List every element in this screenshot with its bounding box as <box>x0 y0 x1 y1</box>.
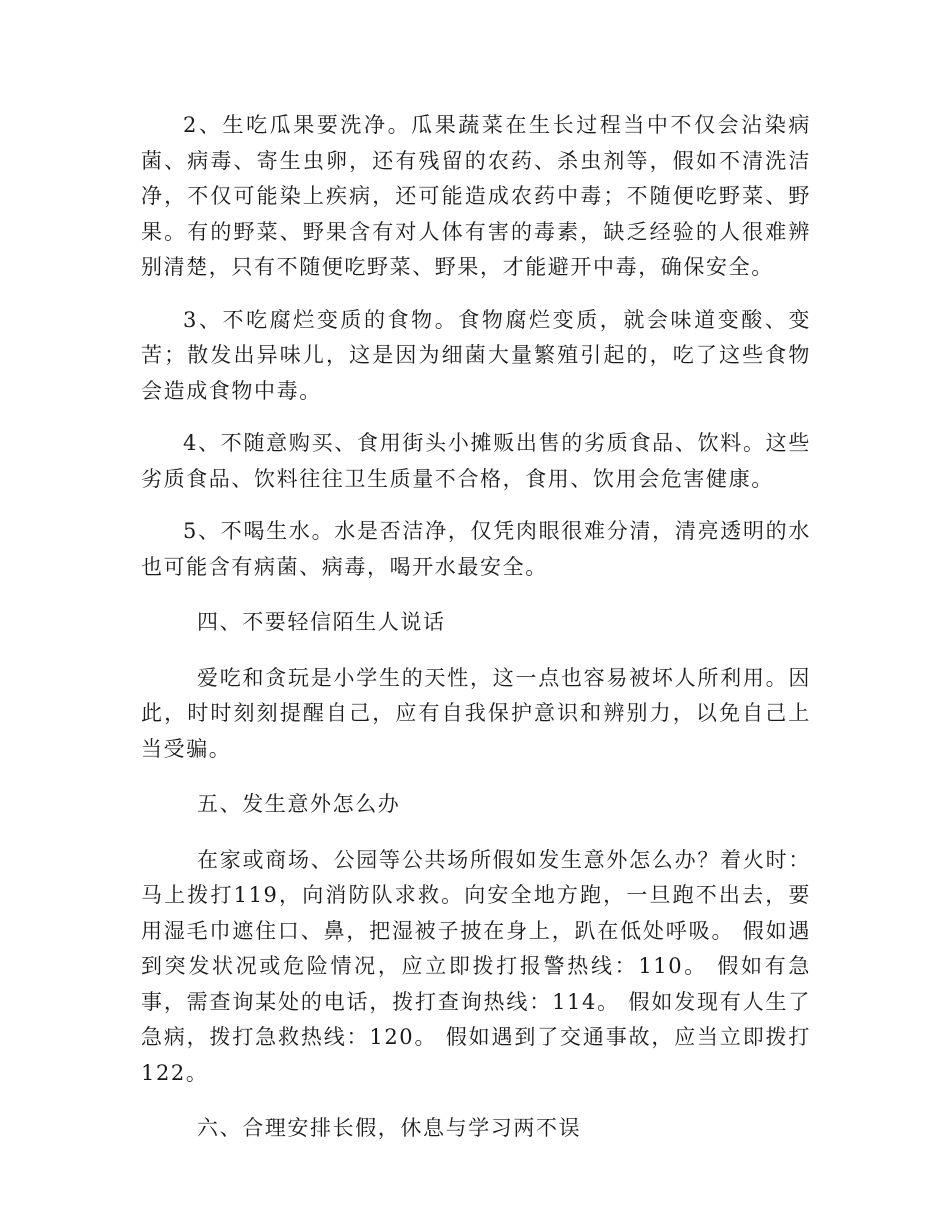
paragraph-street-vendors: 4、不随意购买、食用街头小摊贩出售的劣质食品、饮料。这些劣质食品、饮料往往卫生质量不合格，食用、饮用会危害健康。 <box>141 431 811 491</box>
paragraph-accidents: 在家或商场、公园等公共场所假如发生意外怎么办？着火时：马上拨打119，向消防队求救。向安全地方跑，一旦跑不出去，要用湿毛巾遮住口、鼻，把湿被子披在身上，趴在低处呼吸。 假如遇到突发状况或危险情况，应立即拨打报警热线：110。 假如有急事，需查询某处的电话，拨打查询热线：114。 假如发现有人生了急病，拨打急救热线：120。 假如遇到了交通事故，应当立即拨打122。 <box>141 847 811 1085</box>
paragraph-raw-water: 5、不喝生水。水是否洁净，仅凭肉眼很难分清，清亮透明的水也可能含有病菌、病毒，喝开水最安全。 <box>141 519 811 579</box>
section-heading-accidents: 五、发生意外怎么办 <box>197 792 401 816</box>
document-body <box>141 108 811 1147</box>
paragraph-raw-fruit: 2、生吃瓜果要洗净。瓜果蔬菜在生长过程当中不仅会沾染病菌、病毒、寄生虫卵，还有残留的农药、杀虫剂等，假如不清洗洁净，不仅可能染上疾病，还可能造成农药中毒；不随便吃野菜、野果。有的野菜、野果含有对人体有害的毒素，缺乏经验的人很难辨别清楚，只有不随便吃野菜、野果，才能避开中毒，确保安全。 <box>141 113 811 279</box>
section-heading-strangers: 四、不要轻信陌生人说话 <box>197 610 446 634</box>
paragraph-spoiled-food: 3、不吃腐烂变质的食物。食物腐烂变质，就会味道变酸、变苦；散发出异味儿，这是因为细菌大量繁殖引起的，吃了这些食物会造成食物中毒。 <box>141 307 811 403</box>
section-heading-holiday: 六、合理安排长假，休息与学习两不误 <box>197 1116 582 1140</box>
paragraph-strangers: 爱吃和贪玩是小学生的天性，这一点也容易被坏人所利用。因此，时时刻刻提醒自己，应有自我保护意识和辨别力，以免自己上当受骗。 <box>141 665 811 761</box>
